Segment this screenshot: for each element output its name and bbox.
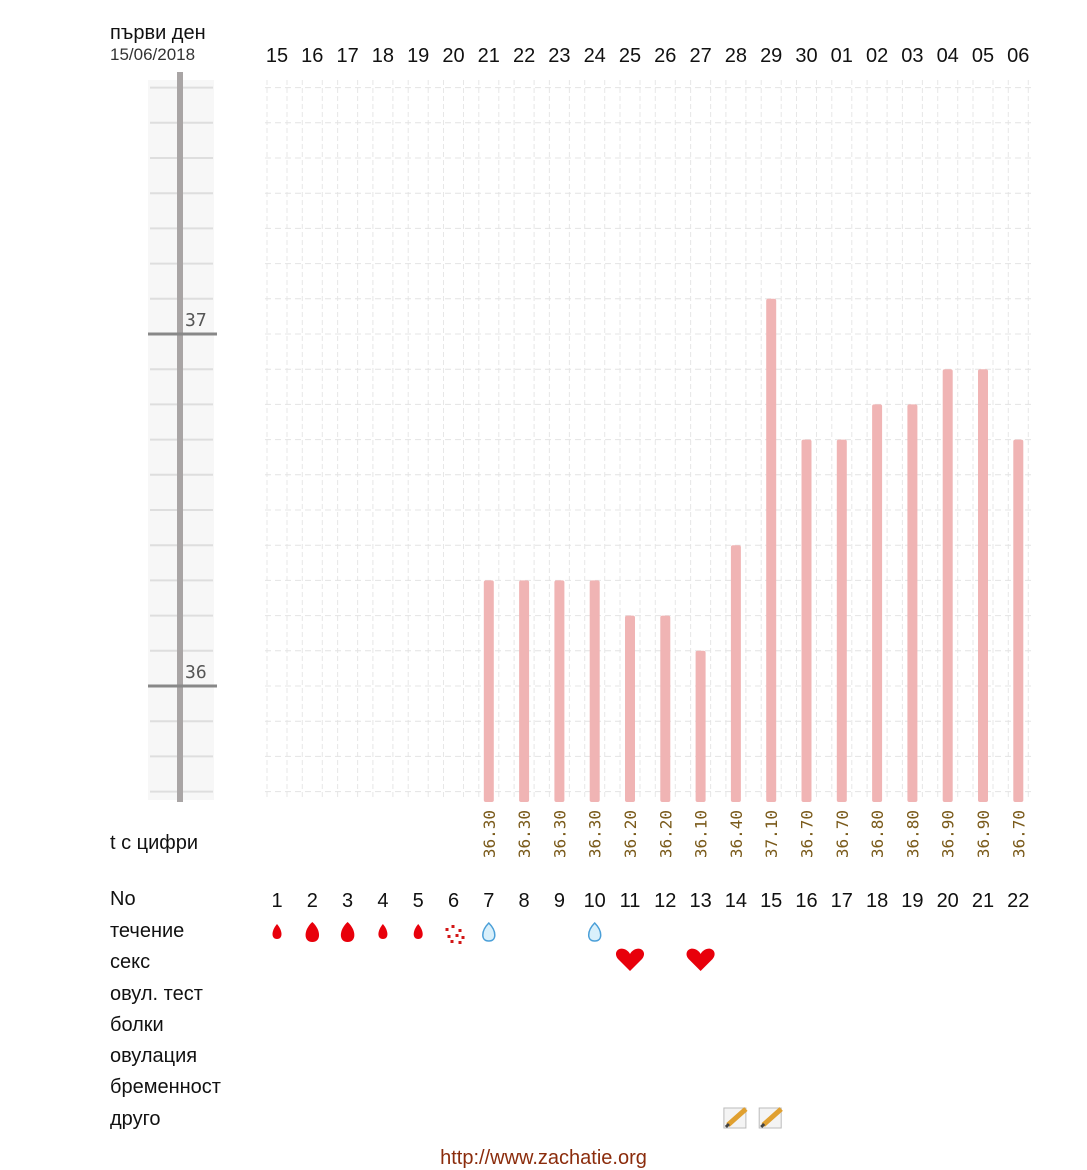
temperature-bar <box>837 440 847 802</box>
date-label: 28 <box>724 45 748 67</box>
date-label: 29 <box>760 45 783 67</box>
temperature-value-label: 36.70 <box>1009 810 1029 859</box>
temperature-value-label: 36.80 <box>903 810 923 859</box>
temperature-bar <box>978 369 988 802</box>
temperature-value-label: 36.30 <box>515 810 535 859</box>
row-label-no: No <box>110 888 136 910</box>
first-day-label: първи ден <box>110 22 206 44</box>
row-label-pregnancy: бременност <box>110 1076 221 1098</box>
date-label: 26 <box>654 45 677 67</box>
spotting-icon <box>462 936 465 939</box>
row-label-sex: секс <box>110 951 151 973</box>
pencil-tip-icon <box>761 1124 764 1127</box>
temperature-value-label: 36.90 <box>974 810 993 859</box>
date-label: 05 <box>971 45 995 67</box>
cycle-day-number: 10 <box>583 890 606 912</box>
date-label: 17 <box>336 45 359 67</box>
cycle-day-number: 22 <box>1007 890 1030 912</box>
cycle-day-number: 12 <box>654 890 677 912</box>
temperature-bar <box>660 616 670 802</box>
row-label-other: друго <box>110 1108 161 1130</box>
date-label: 27 <box>689 45 712 67</box>
blood-drop-icon <box>378 924 387 939</box>
temperature-bar <box>590 580 600 802</box>
temperature-bar <box>1013 440 1023 802</box>
temperature-bar <box>872 404 882 802</box>
temperature-bar <box>484 580 494 802</box>
cycle-day-number: 11 <box>619 890 641 912</box>
temperature-value-label: 36.20 <box>621 810 640 859</box>
temperature-bar <box>943 369 953 802</box>
date-label: 16 <box>301 45 324 67</box>
spotting-icon <box>448 935 451 938</box>
cycle-day-number: 9 <box>553 890 565 912</box>
date-label: 25 <box>618 45 642 67</box>
date-label: 24 <box>583 45 606 67</box>
temperature-bar <box>554 580 564 802</box>
cycle-day-number: 13 <box>689 890 712 912</box>
date-label: 18 <box>371 45 395 67</box>
date-label: 03 <box>901 45 924 67</box>
cycle-day-number: 17 <box>830 890 853 912</box>
date-label: 15 <box>265 45 289 67</box>
spotting-icon <box>459 941 462 944</box>
date-label: 22 <box>512 45 536 67</box>
cycle-day-number: 18 <box>865 890 889 912</box>
y-tick-label: 36 <box>185 662 207 683</box>
y-tick-label: 37 <box>185 310 207 331</box>
spotting-icon <box>446 928 449 931</box>
spotting-icon <box>451 940 454 943</box>
date-label: 04 <box>936 45 959 67</box>
water-drop-icon <box>589 923 601 941</box>
water-drop-icon <box>483 923 495 941</box>
temperature-bar <box>519 580 529 802</box>
temperature-bar <box>731 545 741 802</box>
pencil-tip-icon <box>726 1124 729 1127</box>
cycle-day-number: 4 <box>377 890 389 912</box>
temperature-bar <box>625 616 635 802</box>
date-label: 20 <box>442 45 465 67</box>
cycle-day-number: 8 <box>518 890 530 912</box>
row-label-temp-digits: t с цифри <box>110 832 199 854</box>
blood-drop-icon <box>273 924 282 939</box>
temperature-value-label: 36.80 <box>868 810 888 859</box>
cycle-day-number: 2 <box>306 890 318 912</box>
temperature-value-label: 36.40 <box>726 810 746 859</box>
date-label: 23 <box>548 45 571 67</box>
cycle-day-number: 3 <box>342 890 354 912</box>
row-label-pain: болки <box>110 1014 164 1036</box>
date-label: 21 <box>477 45 500 67</box>
spotting-icon <box>459 929 462 932</box>
blood-drop-icon <box>414 924 423 939</box>
temperature-value-label: 36.10 <box>691 810 711 859</box>
cycle-day-number: 21 <box>971 890 995 912</box>
date-label: 01 <box>830 45 853 67</box>
cycle-day-number: 15 <box>760 890 783 912</box>
row-label-ovul-test: овул. тест <box>110 983 203 1005</box>
temperature-value-label: 37.10 <box>762 810 782 859</box>
spotting-icon <box>452 925 455 928</box>
cycle-day-number: 5 <box>412 890 424 912</box>
spotting-icon <box>456 934 459 937</box>
temperature-value-label: 36.70 <box>832 810 852 859</box>
cycle-day-number: 16 <box>795 890 818 912</box>
temperature-value-label: 36.30 <box>585 810 605 859</box>
heart-icon <box>687 949 715 971</box>
date-label: 02 <box>865 45 889 67</box>
temperature-value-label: 36.20 <box>656 810 676 859</box>
date-label: 19 <box>407 45 430 67</box>
blood-drop-icon <box>341 922 355 942</box>
cycle-day-number: 14 <box>724 890 748 912</box>
temperature-bar <box>907 404 917 802</box>
site-link[interactable]: http://www.zachatie.org <box>440 1147 647 1169</box>
blood-drop-icon <box>306 922 320 942</box>
temperature-bar <box>696 651 706 802</box>
temperature-value-label: 36.70 <box>797 810 817 859</box>
first-day-date: 15/06/2018 <box>110 45 196 64</box>
date-label: 06 <box>1007 45 1030 67</box>
cycle-day-number: 19 <box>901 890 924 912</box>
cycle-day-number: 1 <box>271 890 283 912</box>
temperature-value-label: 36.30 <box>550 810 570 859</box>
temperature-bar <box>802 440 812 802</box>
cycle-day-number: 20 <box>936 890 959 912</box>
temperature-value-label: 36.90 <box>938 810 958 859</box>
row-label-ovulation: овулация <box>110 1045 198 1067</box>
heart-icon <box>616 949 644 971</box>
temperature-value-label: 36.30 <box>479 810 499 859</box>
date-label: 30 <box>795 45 818 67</box>
cycle-day-number: 7 <box>483 890 495 912</box>
cycle-day-number: 6 <box>447 890 460 912</box>
row-label-flow: течение <box>110 920 185 942</box>
temperature-bar <box>766 299 776 802</box>
